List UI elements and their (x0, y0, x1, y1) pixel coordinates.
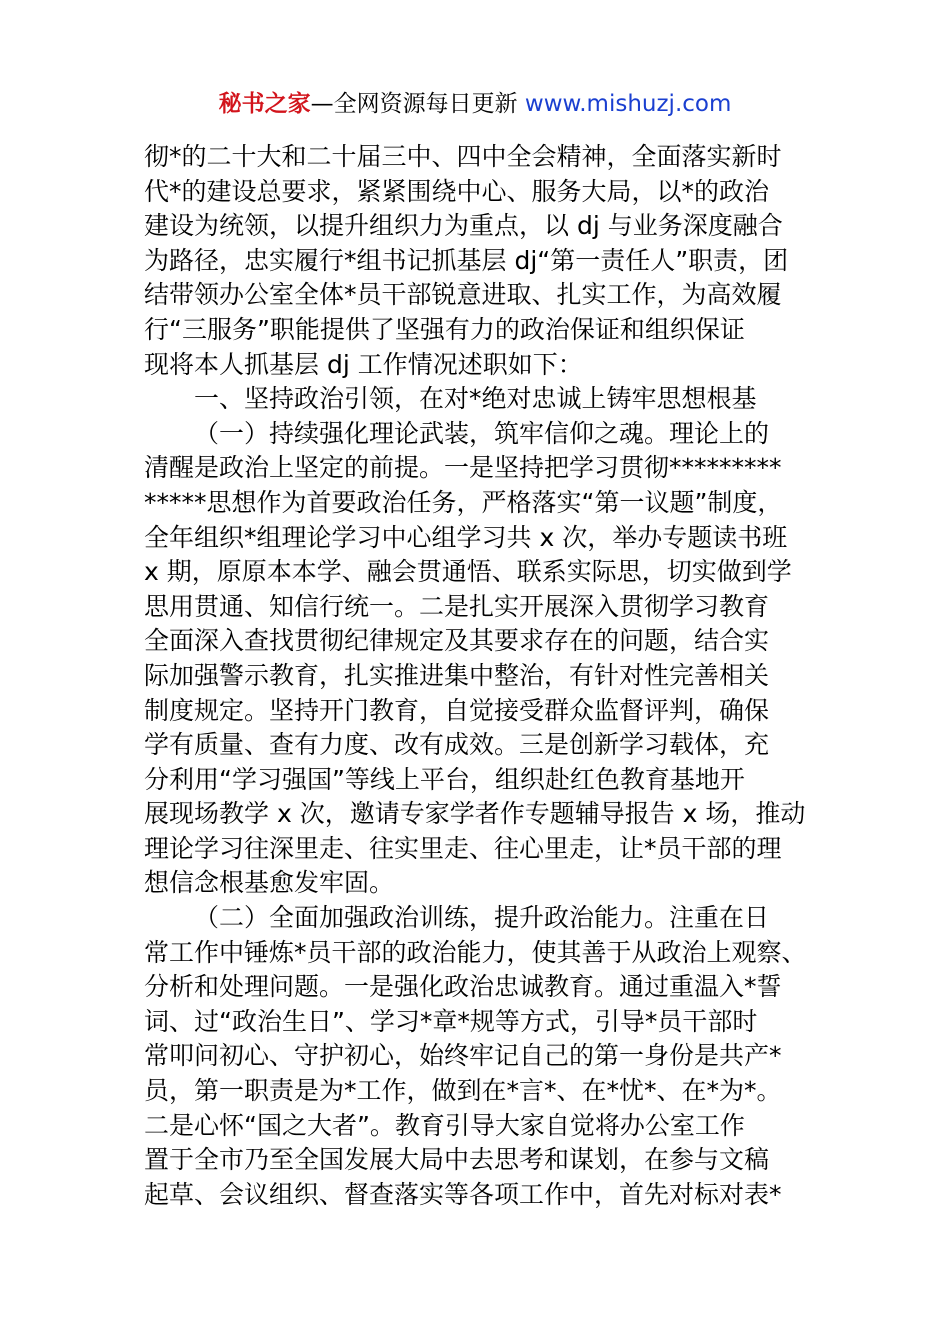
text-line: *****思想作为首要政治任务，严格落实“第一议题”制度， (144, 487, 783, 517)
text-line: 想信念根基愈发牢固。 (144, 868, 395, 898)
subsection-heading-line: （一）持续强化理论武装，筑牢信仰之魂。理论上的 (194, 418, 770, 448)
text-line: 二是心怀“国之大者”。教育引导大家自觉将办公室工作 (144, 1110, 745, 1140)
text-line: 际加强警示教育，扎实推进集中整治，有针对性完善相关 (144, 660, 770, 690)
text-line: 建设为统领，以提升组织力为重点，以 dj 与业务深度融合 (144, 211, 783, 241)
text-line: 起草、会议组织、督查落实等各项工作中，首先对标对表* (144, 1179, 782, 1209)
text-line: 现将本人抓基层 dj 工作情况述职如下： (144, 349, 583, 379)
site-header (0, 88, 950, 120)
subsection-heading-line: （二）全面加强政治训练，提升政治能力。注重在日 (194, 903, 770, 933)
text-line: 全年组织*组理论学习中心组学习共 x 次，举办专题读书班 (144, 522, 788, 552)
text-line: 学有质量、查有力度、改有成效。三是创新学习载体，充 (144, 730, 770, 760)
text-line: x 期，原原本本学、融会贯通悟、联系实际思，切实做到学 (144, 557, 792, 587)
text-line: 置于全市乃至全国发展大局中去思考和谋划，在参与文稿 (144, 1145, 770, 1175)
text-line: 全面深入查找贯彻纪律规定及其要求存在的问题，结合实 (144, 626, 770, 656)
text-line: 制度规定。坚持开门教育，自觉接受群众监督评判，确保 (144, 695, 770, 725)
text-line: 展现场教学 x 次，邀请专家学者作专题辅导报告 x 场，推动 (144, 799, 806, 829)
section-heading: 一、坚持政治引领，在对*绝对忠诚上铸牢思想根基 (194, 384, 757, 414)
text-line: 行“三服务”职能提供了坚强有力的政治保证和组织保证 (144, 314, 745, 344)
text-line: 常工作中锤炼*员干部的政治能力，使其善于从政治上观察、 (144, 937, 807, 967)
text-line: 为路径，忠实履行*组书记抓基层 dj“第一责任人”职责，团 (144, 245, 789, 275)
text-line: 代*的建设总要求，紧紧围绕中心、服务大局，以*的政治 (144, 176, 770, 206)
text-line: 彻*的二十大和二十届三中、四中全会精神，全面落实新时 (144, 142, 782, 171)
site-url-link[interactable]: www.mishuzj.com (524, 91, 732, 117)
site-brand: 秘书之家 (218, 91, 311, 117)
text-line: 员，第一职责是为*工作，做到在*言*、在*忧*、在*为*。 (144, 1076, 782, 1106)
text-line: 常叩问初心、守护初心，始终牢记自己的第一身份是共产* (144, 1041, 782, 1071)
text-line: 思用贯通、知信行统一。二是扎实开展深入贯彻学习教育 (144, 591, 770, 621)
text-line: 词、过“政治生日”、学习*章*规等方式，引导*员干部时 (144, 1006, 758, 1036)
document-body (144, 140, 824, 1212)
text-line: 清醒是政治上坚定的前提。一是坚持把学习贯彻********* (144, 453, 782, 483)
text-line: 分析和处理问题。一是强化政治忠诚教育。通过重温入*誓 (144, 972, 782, 1002)
text-line: 理论学习往深里走、往实里走、往心里走，让*员干部的理 (144, 833, 782, 863)
text-line: 分利用“学习强国”等线上平台，组织赴红色教育基地开 (144, 764, 745, 794)
site-tagline: —全网资源每日更新 (310, 91, 525, 117)
text-line: 结带领办公室全体*员干部锐意进取、扎实工作，为高效履 (144, 280, 782, 310)
